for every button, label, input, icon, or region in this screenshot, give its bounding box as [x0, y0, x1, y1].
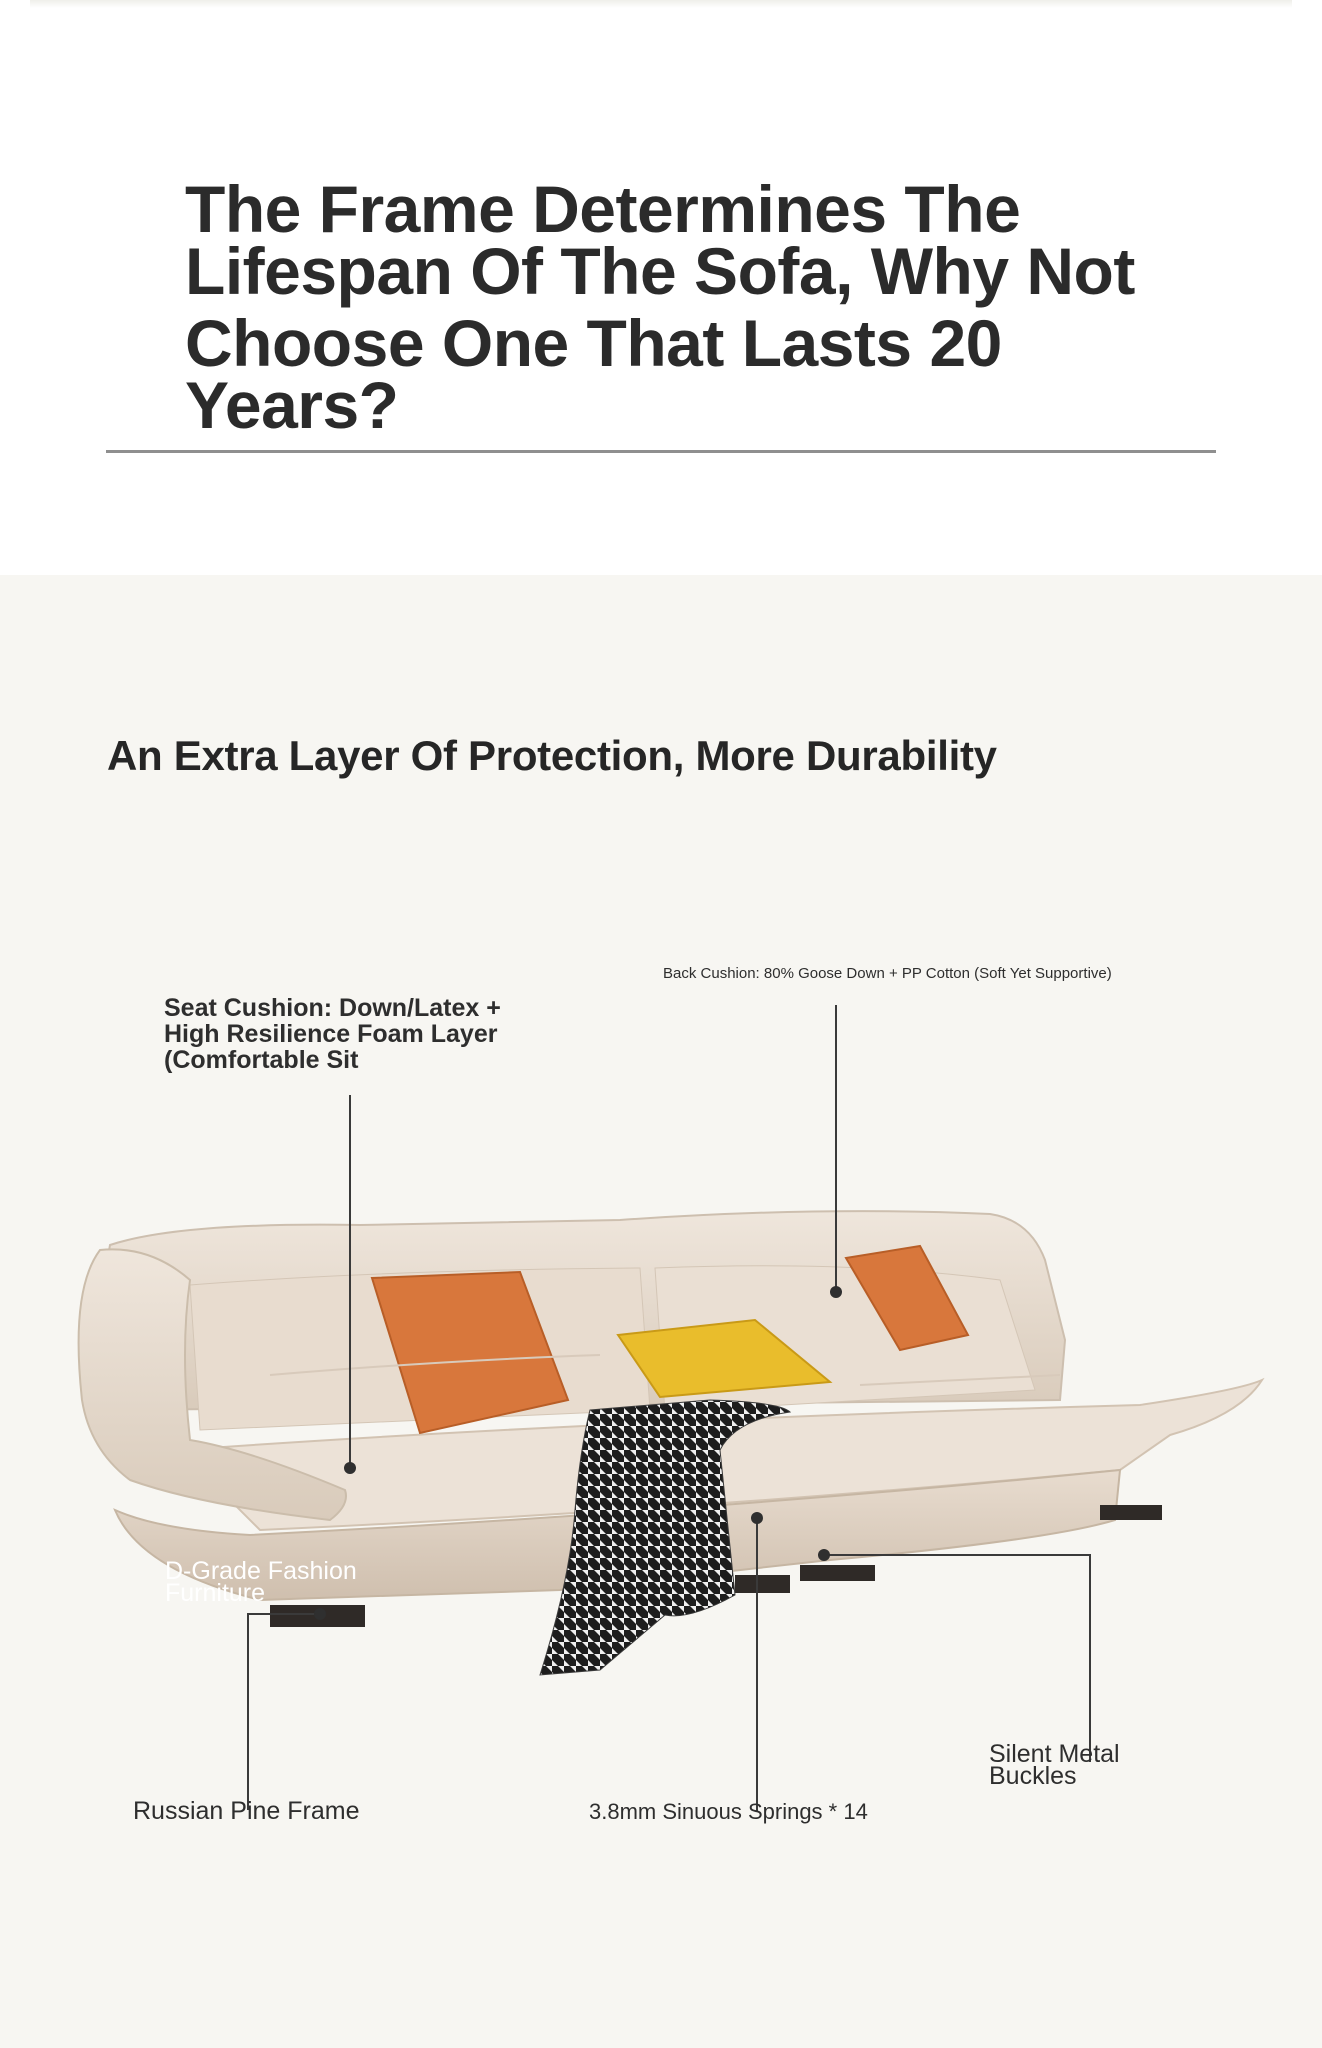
callout-d-grade: D-Grade Fashion Furniture	[165, 1557, 357, 1607]
sofa-illustration	[0, 1150, 1322, 1710]
callout-back-cushion: Back Cushion: 80% Goose Down + PP Cotton (Soft Yet Supportive)	[663, 965, 1112, 982]
callout-pine-frame: Russian Pine Frame	[133, 1797, 360, 1825]
sofa-leg-1	[270, 1605, 365, 1627]
callout-springs: 3.8mm Sinuous Springs * 14	[589, 1799, 868, 1824]
hero-title-line-4: Years?	[185, 368, 399, 442]
hero-title-line-3: Choose One That Lasts 20	[185, 306, 1002, 380]
hero-title	[185, 172, 1165, 442]
sofa-leg-4	[1100, 1505, 1162, 1520]
sofa-leg-2	[735, 1575, 790, 1593]
callout-seat-cushion: Seat Cushion: Down/Latex + High Resilience Foam Layer (Comfortable Sit	[164, 994, 501, 1074]
sofa-leg-3	[800, 1565, 875, 1581]
hero-title-line-1: The Frame Determines The	[185, 172, 1021, 246]
hero-divider	[106, 450, 1216, 453]
callout-buckles: Silent Metal Buckles	[989, 1740, 1120, 1790]
top-divider-shadow	[30, 0, 1292, 8]
hero-title-line-2: Lifespan Of The Sofa, Why Not	[185, 234, 1135, 308]
section-subtitle: An Extra Layer Of Protection, More Durability	[107, 732, 997, 779]
